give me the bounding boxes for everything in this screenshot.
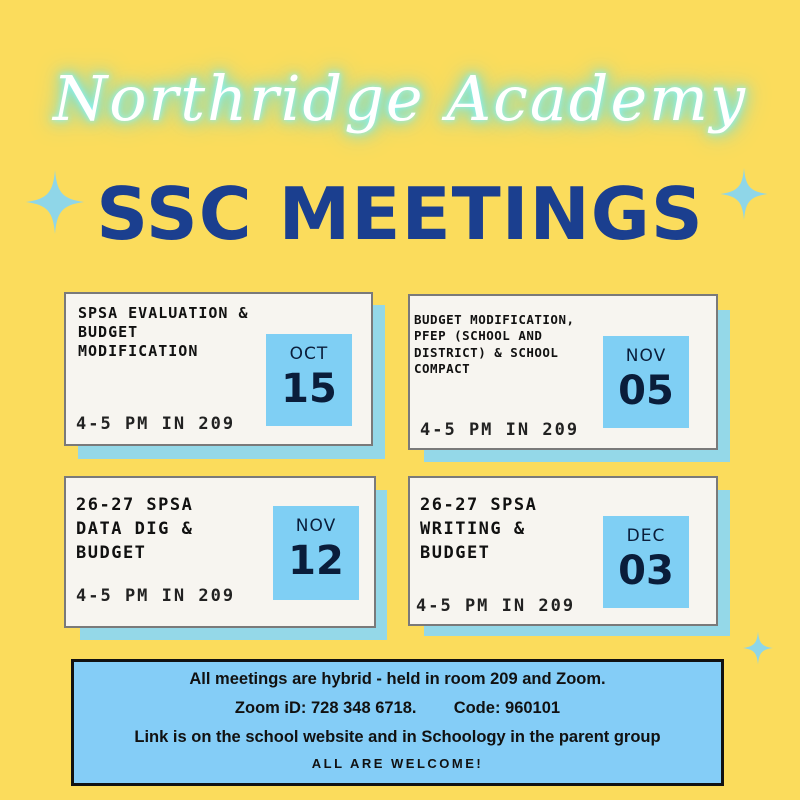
date-month: NOV — [625, 346, 667, 366]
meeting-card-nov-05 — [408, 294, 718, 450]
sparkle-icon — [26, 170, 84, 234]
meeting-card-dec-03 — [408, 476, 718, 626]
zoom-id: Zoom iD: 728 348 6718. — [234, 699, 417, 717]
date-day: 03 — [618, 548, 674, 594]
date-box — [273, 506, 359, 600]
meeting-time: 4-5 PM IN 209 — [76, 414, 236, 434]
meeting-topic: BUDGET MODIFICATION, PFEP (SCHOOL AND DISTRICT) & SCHOOL COMPACT — [414, 312, 575, 376]
zoom-code: Code: 960101 — [453, 699, 561, 717]
school-name: Northridge Academy — [53, 62, 747, 135]
meeting-card-nov-12 — [64, 476, 376, 628]
info-box — [71, 659, 724, 786]
meeting-time: 4-5 PM IN 209 — [416, 596, 576, 616]
date-month: NOV — [295, 516, 337, 536]
meeting-topic: 26-27 SPSA DATA DIG & BUDGET — [76, 495, 194, 563]
meeting-topic: SPSA EVALUATION & BUDGET MODIFICATION — [78, 304, 249, 360]
meeting-time: 4-5 PM IN 209 — [76, 586, 236, 606]
date-box — [266, 334, 352, 426]
date-day: 05 — [618, 368, 674, 414]
sparkle-icon — [720, 168, 768, 220]
date-box — [603, 516, 689, 608]
sparkle-icon — [743, 630, 773, 666]
zoom-details — [74, 694, 721, 723]
page-title: SSC MEETINGS — [96, 172, 704, 256]
meeting-topic: 26-27 SPSA WRITING & BUDGET — [420, 495, 538, 563]
welcome-text: ALL ARE WELCOME! — [311, 756, 484, 771]
date-month: OCT — [289, 344, 329, 364]
meeting-card-oct-15 — [64, 292, 373, 446]
hybrid-info: All meetings are hybrid - held in room 209 and Zoom. — [189, 670, 606, 688]
date-month: DEC — [626, 526, 666, 546]
meeting-time: 4-5 PM IN 209 — [420, 420, 580, 440]
link-info: Link is on the school website and in Schoology in the parent group — [134, 728, 661, 746]
date-day: 15 — [281, 366, 337, 412]
date-day: 12 — [288, 538, 344, 584]
date-box — [603, 336, 689, 428]
